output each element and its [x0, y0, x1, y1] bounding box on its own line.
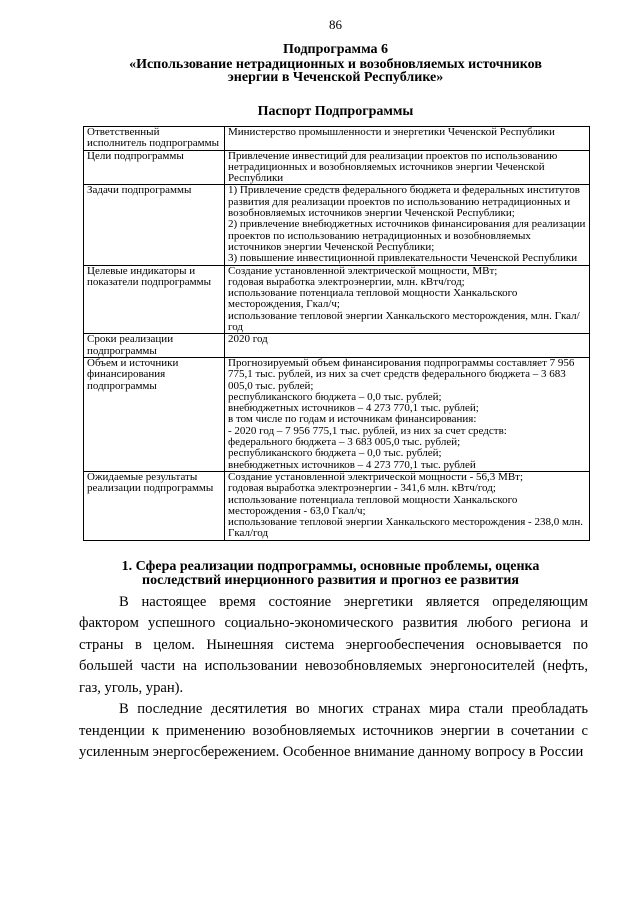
passport-value-line: использование потенциала тепловой мощности Ханкальского месторождения, Гкал/ч;: [228, 287, 518, 311]
passport-value-line: федерального бюджета – 3 683 005,0 тыс. рублей;: [228, 436, 461, 449]
passport-value-line: годовая выработка электроэнергии, млн. кВтч/год;: [228, 275, 465, 288]
passport-value-line: Создание установленной электрической мощности - 56,3 МВт;: [228, 470, 524, 483]
passport-row-goals: [84, 150, 590, 185]
passport-row-responsible: [84, 127, 590, 151]
passport-title: Паспорт Подпрограммы: [257, 104, 414, 119]
passport-value-line: - 2020 год – 7 956 775,1 тыс. рублей, из них за счет средств:: [228, 424, 507, 437]
passport-value: [225, 185, 590, 265]
passport-value-line: Привлечение инвестиций для реализации проектов по использованию нетрадиционных и возобновляемых источников энергии Чеченской Республики: [228, 149, 558, 185]
passport-value-line: внебюджетных источников – 4 273 770,1 тыс. рублей: [228, 458, 476, 471]
passport-value-line: использование тепловой энергии Ханкальского месторождения - 238,0 млн. Гкал/год: [228, 516, 584, 540]
passport-label: Объем и источники финансирования подпрограммы: [84, 357, 225, 471]
passport-row-timeline: [84, 334, 590, 358]
passport-label: Ответственный исполнитель подпрограммы: [84, 127, 225, 151]
passport-value-line: Создание установленной электрической мощности, МВт;: [228, 264, 498, 277]
passport-row-funding: [84, 357, 590, 471]
passport-value-line: использование тепловой энергии Ханкальского месторождения, млн. Гкал/год: [228, 309, 580, 334]
passport-value: [225, 265, 590, 334]
passport-row-tasks: [84, 185, 590, 265]
section-heading: 1. Сфера реализации подпрограммы, основные проблемы, оценка последствий инерционного развития и прогноз ее развития: [121, 558, 540, 588]
passport-value: [225, 127, 590, 151]
subprogram-number: Подпрограмма 6: [282, 42, 389, 57]
passport-label: Цели подпрограммы: [84, 150, 225, 185]
passport-value-line: в том числе по годам и источникам финансирования:: [228, 413, 477, 426]
passport-value-line: 3) повышение инвестиционной привлекательности Чеченской Республики: [228, 252, 578, 265]
passport-row-indicators: [84, 265, 590, 334]
passport-value-line: Министерство промышленности и энергетики Чеченской Республики: [228, 126, 555, 138]
passport-label: Ожидаемые результаты реализации подпрограммы: [84, 471, 225, 540]
passport-row-results: [84, 471, 590, 540]
passport-value-line: 1) Привлечение средств федерального бюджета и федеральных институтов развития для реализации проектов по использованию нетрадиционных и возобновляемых источников энергии Чеченской Республики;: [228, 184, 580, 220]
passport-table: [83, 126, 590, 541]
passport-value-line: 2) привлечение внебюджетных источников финансирования для реализации проектов по использованию нетрадиционных и возобновляемых источников энергии Чеченской Республики;: [228, 218, 586, 253]
body-paragraph: В последние десятилетия во многих странах мира стали преобладать тенденции к применению возобновляемых источников энергии в сочетании с усиленным энергосбережением. Особенное внимание данному вопросу в России: [79, 701, 588, 761]
passport-value-line: внебюджетных источников – 4 273 770,1 тыс. рублей;: [228, 402, 479, 415]
passport-value-line: годовая выработка электроэнергии - 341,6 млн. кВтч/год;: [228, 482, 496, 495]
passport-label: Задачи подпрограммы: [84, 185, 225, 265]
body-paragraph: В настоящее время состояние энергетики является определяющим фактором успешного социально-экономического развития любого региона и страны в целом. Нынешняя система энергообеспечения основывается по большей части на использовании невозобновляемых энергоносителей (нефть, газ, уголь, уран).: [79, 593, 588, 696]
passport-label: Сроки реализации подпрограммы: [84, 334, 225, 358]
passport-value: [225, 334, 590, 358]
passport-label: Целевые индикаторы и показатели подпрограммы: [84, 265, 225, 334]
passport-value: [225, 150, 590, 185]
passport-value-line: республиканского бюджета – 0,0 тыс. рублей;: [228, 447, 442, 460]
passport-value-line: республиканского бюджета – 0,0 тыс. рублей;: [228, 390, 442, 403]
passport-value: [225, 357, 590, 471]
passport-value-line: Прогнозируемый объем финансирования подпрограммы составляет 7 956 775,1 тыс. рублей, из них за счет средств федерального бюджета – 3 683 005,0 тыс. рублей;: [228, 356, 575, 392]
passport-value: [225, 471, 590, 540]
passport-value-line: использование потенциала тепловой мощности Ханкальского месторождения - 63,0 Гкал/ч;: [228, 493, 518, 517]
passport-value-line: 2020 год: [228, 333, 268, 346]
subprogram-title: «Использование нетрадиционных и возобновляемых источников энергии в Чеченской Республике»: [129, 57, 542, 85]
page-number: 86: [329, 17, 342, 32]
